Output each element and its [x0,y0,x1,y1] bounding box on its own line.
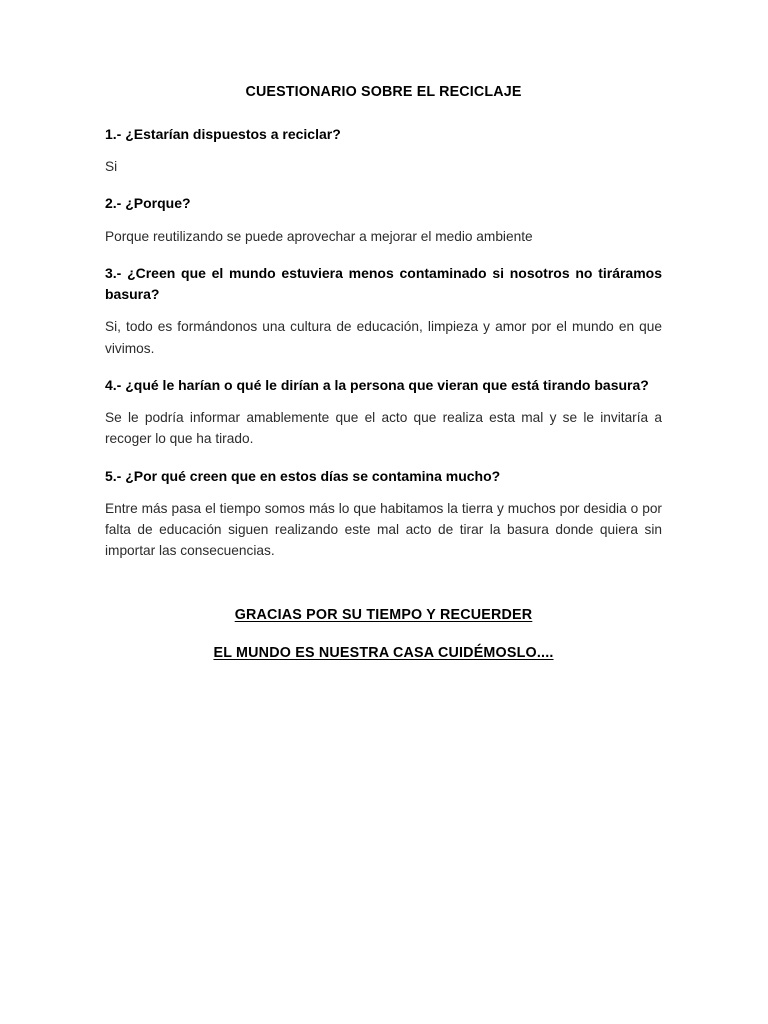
answer-3: Si, todo es formándonos una cultura de educación, limpieza y amor por el mundo en que vivimos. [105,319,662,356]
question-3: 3.- ¿Creen que el mundo estuviera menos contaminado si nosotros no tiráramos basura? [105,264,662,303]
question-5: 5.- ¿Por qué creen que en estos días se contamina mucho? [105,467,501,484]
question-4: 4.- ¿qué le harían o qué le dirían a la persona que vieran que está tirando basura? [105,376,649,393]
question-2: 2.- ¿Porque? [105,195,191,212]
page-title: CUESTIONARIO SOBRE EL RECICLAJE [245,84,522,100]
closing-line-1 [105,606,662,625]
answer-4: Se le podría informar amablemente que el acto que realiza esta mal y se le invitaría a recoger lo que ha tirado. [105,410,662,447]
closing-line-2-text: EL MUNDO ES NUESTRA CASA CUIDÉMOSLO.... [213,645,554,662]
closing-line-1-text: GRACIAS POR SU TIEMPO Y RECUERDER [234,606,533,623]
closing-line-2 [105,644,662,663]
closing-block [105,606,662,663]
answer-1: Si [105,159,118,175]
answer-5: Entre más pasa el tiempo somos más lo que habitamos la tierra y muchos por desidia o por falta de educación siguen realizando este mal acto de tirar la basura donde quiera sin importar las consecuencias. [105,500,662,559]
document-body [105,84,662,663]
answer-2: Porque reutilizando se puede aprovechar a mejorar el medio ambiente [105,228,533,244]
question-1: 1.- ¿Estarían dispuestos a reciclar? [105,125,341,142]
